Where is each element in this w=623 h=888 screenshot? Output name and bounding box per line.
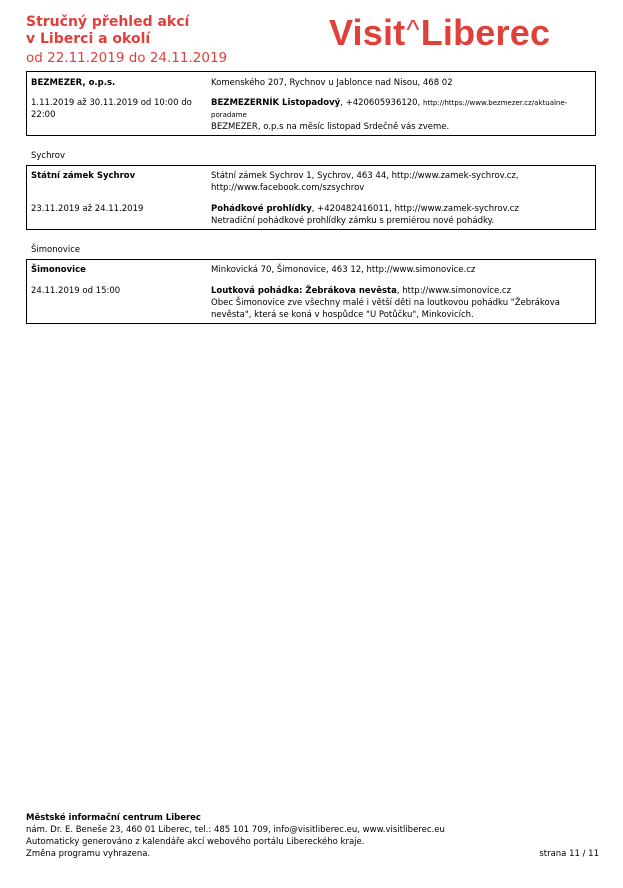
footer-note: Změna programu vyhrazena. <box>26 849 151 859</box>
event-description: Netradiční pohádkové prohlídky zámku s premiérou nové pohádky. <box>211 216 495 226</box>
event-details <box>211 285 591 297</box>
event-description: BEZMEZER, o.p.s na měsíc listopad Srdečně vás zveme. <box>211 122 450 132</box>
event-contact: , +420605936120, <box>340 98 423 108</box>
event-url[interactable]: http://https://www.bezmezer.cz/aktualne-poradame <box>211 99 568 119</box>
page-number: strana 11 / 11 <box>539 849 599 859</box>
event-details <box>211 203 591 215</box>
logo-left: Visit <box>329 12 406 53</box>
date-range: od 22.11.2019 do 24.11.2019 <box>26 50 228 66</box>
event-title: BEZMEZERNÍK Listopadový <box>211 98 341 108</box>
logo-right: Liberec <box>420 12 551 53</box>
title-line-2: v Liberci a okolí <box>26 31 151 47</box>
event-venue: Státní zámek Sychrov <box>31 171 136 181</box>
event-contact: , +420482416011, http://www.zamek-sychrov.cz <box>311 204 519 214</box>
event-contact: , http://www.simonovice.cz <box>396 286 512 296</box>
section-heading: Šimonovice <box>31 245 81 255</box>
event-address: Minkovická 70, Šimonovice, 463 12, http://www.simonovice.cz <box>211 265 476 275</box>
event-date: 24.11.2019 od 15:00 <box>31 286 121 296</box>
title-line-1: Stručný přehled akcí <box>26 14 190 30</box>
event-venue: Šimonovice <box>31 265 86 275</box>
event-card <box>26 71 596 136</box>
footer-org: Městské informační centrum Liberec <box>26 813 201 823</box>
report-title <box>26 14 227 67</box>
event-details <box>211 97 591 121</box>
event-card <box>26 165 596 230</box>
footer-generated: Automaticky generováno z kalendáře akcí webového portálu Libereckého kraje. <box>26 837 365 847</box>
event-description: Obec Šimonovice zve všechny malé i větší děti na loutkovou pohádku "Žebrákova nevěsta", která se koná v hospůdce "U Potůčku", Minkovicích. <box>211 298 560 320</box>
event-title: Loutková pohádka: Žebrákova nevěsta <box>211 286 397 296</box>
logo-caret-icon: ^ <box>406 14 420 45</box>
event-title: Pohádkové prohlídky <box>211 204 312 214</box>
footer <box>26 812 445 860</box>
section-heading: Sychrov <box>31 151 66 161</box>
event-venue: BEZMEZER, o.p.s. <box>31 78 116 88</box>
visit-liberec-logo <box>329 11 550 58</box>
event-date: 23.11.2019 až 24.11.2019 <box>31 204 144 214</box>
event-address: Komenského 207, Rychnov u Jablonce nad Nisou, 468 02 <box>211 78 453 88</box>
event-date: 1.11.2019 až 30.11.2019 od 10:00 do 22:00 <box>31 98 192 120</box>
footer-address: nám. Dr. E. Beneše 23, 460 01 Liberec, tel.: 485 101 709, info@visitliberec.eu, www.visitliberec.eu <box>26 825 445 835</box>
event-card <box>26 259 596 324</box>
event-address: Státní zámek Sychrov 1, Sychrov, 463 44, http://www.zamek-sychrov.cz, http://www.facebook.com/szsychrov <box>211 171 519 193</box>
